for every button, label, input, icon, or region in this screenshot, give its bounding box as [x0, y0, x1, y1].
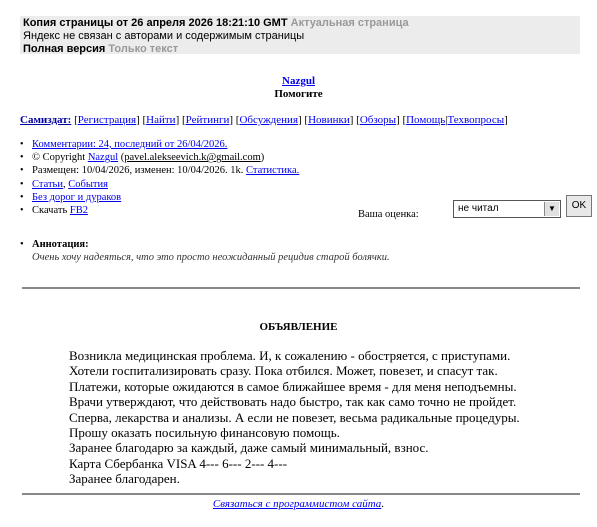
nav-register[interactable]: Регистрация	[77, 114, 137, 126]
comments-link[interactable]: Комментарии: 24, последний от 26/04/2026.	[32, 139, 228, 150]
notice-line: Возникла медицинская проблема. И, к сожалению - обостряется, с приступами.	[69, 348, 511, 363]
nav-discussions[interactable]: Обсуждения	[239, 114, 298, 126]
posted-info: Размещен: 10/04/2026, изменен: 10/04/2026. 1k.	[32, 165, 244, 177]
work-info-list	[20, 138, 299, 217]
full-version-label: Полная версия	[23, 43, 106, 55]
notice-line: Прошу оказать посильную финансовую помощь.	[69, 425, 340, 441]
list-item: • Статьи, События	[32, 178, 299, 191]
nav-find[interactable]: Найти	[146, 114, 176, 126]
annotation-block	[20, 238, 390, 264]
notice-line: Сперва, лекарства и анализы. А если не повезет, весьма радикальные процедуры.	[69, 409, 520, 425]
list-item	[32, 138, 299, 151]
statistics-link[interactable]: Статистика.	[246, 165, 300, 177]
download-label: Скачать	[32, 205, 68, 217]
text-only-link[interactable]: Только текст	[108, 43, 179, 55]
list-item: • © Copyright Nazgul (pavel.alekseevich.k@gmail.com)	[32, 151, 299, 164]
notice-body	[69, 348, 520, 487]
author-link[interactable]: Nazgul	[282, 75, 315, 87]
samizdat-label[interactable]: Самиздат:	[20, 114, 72, 126]
nav-new[interactable]: Новинки	[308, 114, 350, 126]
nav-help[interactable]: Помощь	[406, 114, 446, 126]
footer	[0, 498, 597, 510]
divider	[22, 287, 580, 289]
author-email[interactable]: pavel.alekseevich.k@gmail.com	[124, 152, 261, 164]
contact-programmer-link[interactable]: Связаться с программистом сайта	[212, 498, 382, 510]
rating-selected-value: не читал	[458, 203, 499, 214]
cache-banner	[20, 16, 580, 54]
rating-ok-button[interactable]: OK	[566, 195, 592, 217]
nav-ratings[interactable]: Рейтинги	[185, 114, 230, 126]
author-heading	[0, 75, 597, 87]
notice-line: Хотели госпитализировать сразу. Пока отбился. Может, повезет, и спасут так.	[69, 363, 498, 379]
cache-line-3	[23, 43, 577, 56]
notice-title: ОБЪЯВЛЕНИЕ	[259, 321, 338, 333]
annotation-text: Очень хочу надеяться, что это просто неожиданный рецидив старой болячки.	[32, 252, 390, 263]
rating-select[interactable]	[453, 200, 561, 218]
list-item	[32, 164, 299, 177]
cache-line-1	[23, 17, 577, 30]
cache-disclaimer: Яндекс не связан с авторами и содержимым страницы	[23, 30, 305, 42]
current-page-link[interactable]: Актуальная страница	[290, 17, 409, 29]
footer-period: .	[381, 498, 385, 510]
notice-line: Платежи, которые ожидаются в самое ближайшее время - для меня неподъемны.	[69, 378, 517, 394]
notice-line: Заранее благодарю за каждый, даже самый минимальный, взнос.	[69, 440, 429, 456]
samizdat-nav: Самиздат: [Регистрация] [Найти] [Рейтинги] [Обсуждения] [Новинки] [Обзоры] [Помощь|Техвопросы]	[20, 114, 508, 126]
notice-line: Заранее благодарен.	[69, 471, 180, 487]
nav-techquestions[interactable]: Техвопросы	[447, 114, 505, 126]
notice-line: Врачи утверждают, что действовать надо быстро, так как само точно не пройдет.	[69, 394, 517, 410]
chevron-down-icon[interactable]: ▼	[544, 202, 559, 216]
genre-articles-link[interactable]: Статьи	[32, 178, 63, 190]
list-item	[32, 204, 299, 217]
rating-label: Ваша оценка:	[358, 209, 419, 220]
nav-reviews[interactable]: Обзоры	[359, 114, 397, 126]
copyright-author-link[interactable]: Nazgul	[87, 152, 119, 164]
notice-line: Карта Сбербанка VISA 4--- 6--- 2--- 4---	[69, 455, 288, 471]
copyright-label: © Copyright	[32, 152, 86, 164]
download-fb2-link[interactable]: FB2	[69, 205, 88, 217]
page-title: Помогите	[274, 88, 323, 100]
annotation-heading: • Аннотация:	[32, 239, 89, 250]
section-link[interactable]: Без дорог и дураков	[32, 191, 122, 203]
divider	[22, 493, 580, 495]
cache-date: Копия страницы от 26 апреля 2026 18:21:10 GMT	[23, 17, 288, 29]
list-item	[32, 191, 299, 204]
genre-events-link[interactable]: События	[68, 178, 108, 190]
